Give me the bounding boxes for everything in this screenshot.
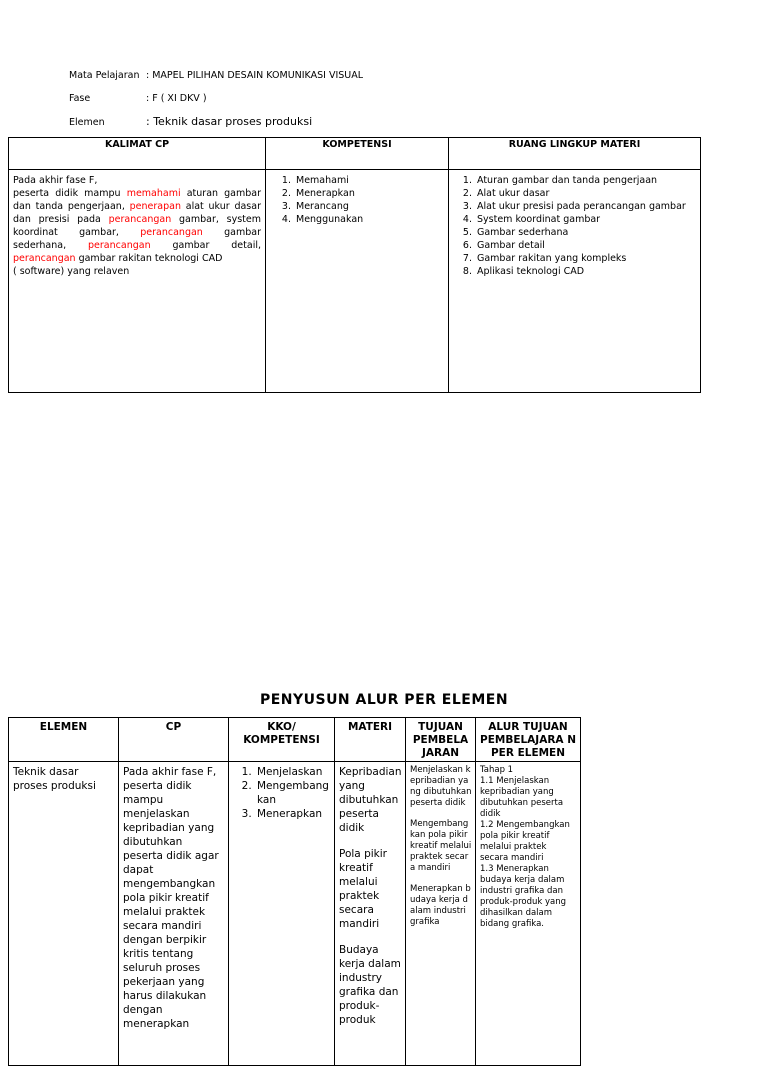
cp-keyword: perancangan — [88, 240, 151, 251]
fase-value: : F ( XI DKV ) — [146, 93, 207, 104]
header-kalimat-cp: KALIMAT CP — [9, 138, 266, 170]
alur-item: 1.3 Menerapkan budaya kerja dalam industri grafika dan produk-produk yang dihasilkan dalam bidang grafika. — [480, 864, 567, 929]
alur-cell — [476, 762, 581, 1066]
header-alur: ALUR TUJUAN PEMBELAJARA N PER ELEMEN — [476, 718, 581, 762]
cp-line: Pada akhir fase F, — [13, 175, 98, 186]
cp-keyword: perancangan — [140, 227, 203, 238]
list-item: 1. Aturan gambar dan tanda pengerjaan — [475, 174, 696, 187]
list-item: 2. Mengembangkan — [255, 779, 331, 807]
tujuan-cell — [406, 762, 476, 1066]
list-item: 7. Gambar rakitan yang kompleks — [475, 252, 696, 265]
cp-text: aturan gambar dan tanda pengerjaan, — [13, 188, 262, 212]
materi-item: Pola pikir kreatif melalui praktek secara mandiri — [339, 848, 387, 930]
section-title: PENYUSUN ALUR PER ELEMEN — [259, 692, 509, 708]
mapel-value: : MAPEL PILIHAN DESAIN KOMUNIKASI VISUAL — [146, 70, 364, 81]
materi-item: Budaya kerja dalam industry grafika dan produk-produk — [339, 944, 401, 1026]
list-item: 6. Gambar detail — [475, 239, 696, 252]
header-mapel — [69, 70, 363, 81]
cp-keyword: memahami — [126, 188, 181, 199]
cp-text: peserta didik mampu — [13, 188, 127, 199]
materi-item: Kepribadian yang dibutuhkan peserta didik — [339, 766, 402, 834]
header-elemen — [69, 115, 312, 128]
header-kompetensi: KOMPETENSI — [266, 138, 449, 170]
header-tujuan: TUJUAN PEMBELA JARAN — [406, 718, 476, 762]
list-item: 4. Menggunakan — [294, 213, 444, 226]
tujuan-item: Menjelaskan kepribadian yang dibutuhkan peserta didik — [410, 765, 472, 808]
mapel-label: Mata Pelajaran — [69, 70, 140, 81]
elemen-value: : Teknik dasar proses produksi — [146, 115, 313, 128]
elemen-cell: Teknik dasar proses produksi — [9, 762, 119, 1066]
alur-table — [8, 717, 581, 1066]
cp-text: gambar rakitan teknologi CAD — [75, 253, 223, 264]
header-kko: KKO/ KOMPETENSI — [229, 718, 335, 762]
alur-item: 1.1 Menjelaskan kepribadian yang dibutuhkan peserta didik — [480, 776, 564, 819]
alur-tahap: Tahap 1 — [480, 765, 514, 775]
list-item: 3. Alat ukur presisi pada perancangan gambar — [475, 200, 696, 213]
cp-line: ( software) yang relaven — [13, 266, 130, 277]
materi-list — [453, 174, 696, 278]
list-item: 2. Alat ukur dasar — [475, 187, 696, 200]
list-item: 8. Aplikasi teknologi CAD — [475, 265, 696, 278]
header-cp: CP — [119, 718, 229, 762]
list-item: 3. Menerapkan — [255, 807, 331, 821]
header-elemen: ELEMEN — [9, 718, 119, 762]
materi-cell — [335, 762, 406, 1066]
header-ruang-lingkup: RUANG LINGKUP MATERI — [449, 138, 701, 170]
kompetensi-cell — [266, 170, 449, 393]
list-item: 3. Merancang — [294, 200, 444, 213]
cp-cell: Pada akhir fase F, peserta didik mampu menjelaskan kepribadian yang dibutuhkan peserta didik agar dapat mengembangkan pola pikir kreatif melalui praktek secara mandiri dengan berpikir kritis tentang seluruh proses pekerjaan yang harus dilakukan dengan menerapkan — [119, 762, 229, 1066]
cp-keyword: perancangan — [13, 253, 76, 264]
fase-label: Fase — [69, 93, 91, 104]
header-fase — [69, 93, 207, 104]
cp-text-cell — [9, 170, 266, 393]
elemen-label: Elemen — [69, 117, 105, 128]
list-item: 4. System koordinat gambar — [475, 213, 696, 226]
kompetensi-list — [272, 174, 444, 226]
kko-cell — [229, 762, 335, 1066]
cp-text: gambar sederhana, — [13, 227, 261, 251]
cp-text: gambar, system koordinat gambar, — [13, 214, 261, 238]
tujuan-item: Mengembangkan pola pikir kreatif melalui praktek secara mandiri — [410, 819, 472, 873]
cp-keyword: penerapan — [129, 201, 181, 212]
kko-list — [235, 765, 331, 821]
cp-text: alat ukur dasar dan presisi pada — [13, 201, 261, 225]
cp-table — [8, 137, 701, 393]
list-item: 5. Gambar sederhana — [475, 226, 696, 239]
cp-text: gambar detail, — [150, 240, 261, 251]
alur-item: 1.2 Mengembangkan pola pikir kreatif melalui praktek secara mandiri — [480, 820, 570, 863]
header-materi: MATERI — [335, 718, 406, 762]
list-item: 1. Menjelaskan — [255, 765, 331, 779]
list-item: 2. Menerapkan — [294, 187, 444, 200]
cp-paragraph — [13, 187, 261, 265]
tujuan-item: Menerapkan budaya kerja dalam industri grafika — [410, 884, 471, 927]
materi-cell — [449, 170, 701, 393]
list-item: 1. Memahami — [294, 174, 444, 187]
cp-keyword: perancangan — [108, 214, 172, 225]
